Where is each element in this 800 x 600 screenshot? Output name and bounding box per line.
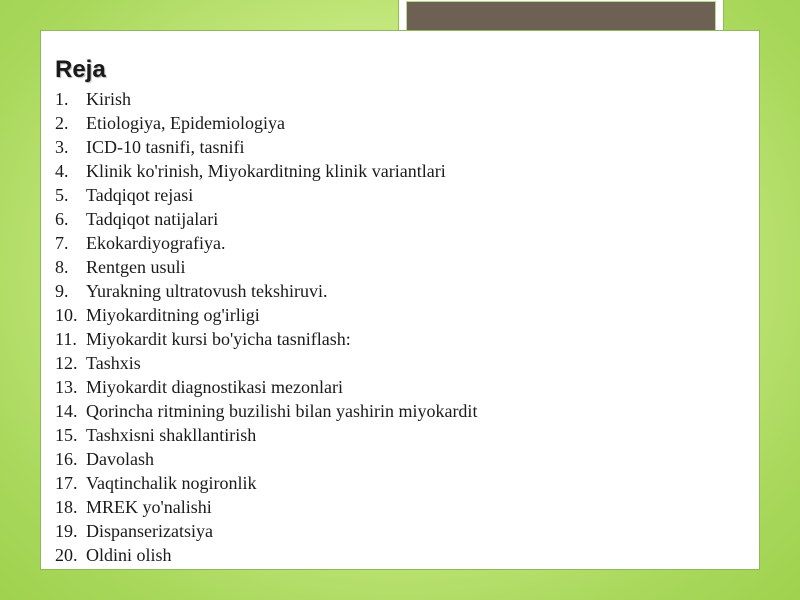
agenda-item — [55, 447, 477, 471]
agenda-item — [55, 111, 477, 135]
agenda-item-text: Dispanserizatsiya — [86, 521, 213, 541]
agenda-item-text: Miyokarditning og'irligi — [86, 305, 260, 325]
agenda-item-number: 10. — [55, 305, 78, 325]
agenda-item-text: Tadqiqot rejasi — [86, 185, 194, 205]
agenda-item — [55, 207, 477, 231]
agenda-item-number: 5. — [55, 185, 69, 205]
agenda-item-number: 12. — [55, 353, 78, 373]
agenda-item-number: 2. — [55, 113, 69, 133]
slide-content-box — [40, 30, 760, 570]
agenda-item — [55, 135, 477, 159]
agenda-item — [55, 351, 477, 375]
agenda-item-text: Etiologiya, Epidemiologiya — [86, 113, 285, 133]
agenda-item — [55, 231, 477, 255]
agenda-item-text: Klinik ko'rinish, Miyokarditning klinik variantlari — [86, 161, 446, 181]
agenda-item — [55, 399, 477, 423]
agenda-item-text: Tadqiqot natijalari — [86, 209, 219, 229]
agenda-item-text: Yurakning ultratovush tekshiruvi. — [86, 281, 328, 301]
agenda-item-number: 7. — [55, 233, 69, 253]
agenda-item-number: 17. — [55, 473, 78, 493]
agenda-item-text: Davolash — [86, 449, 154, 469]
agenda-item-text: Tashxis — [86, 353, 141, 373]
agenda-item-text: MREK yo'nalishi — [86, 497, 212, 517]
agenda-item-number: 3. — [55, 137, 69, 157]
agenda-item-number: 4. — [55, 161, 69, 181]
agenda-item-number: 16. — [55, 449, 78, 469]
agenda-item — [55, 327, 477, 351]
agenda-item-text: Ekokardiyografiya. — [86, 233, 226, 253]
agenda-item-text: Tashxisni shakllantirish — [86, 425, 257, 445]
agenda-item — [55, 423, 477, 447]
slide-title: Reja — [55, 56, 106, 83]
agenda-item-text: Rentgen usuli — [86, 257, 186, 277]
agenda-item-number: 14. — [55, 401, 78, 421]
agenda-item-number: 1. — [55, 89, 69, 109]
agenda-item — [55, 87, 477, 111]
agenda-item-text: Qorincha ritmining buzilishi bilan yashirin miyokardit — [86, 401, 478, 421]
agenda-item-number: 18. — [55, 497, 78, 517]
agenda-item-number: 8. — [55, 257, 69, 277]
agenda-item-text: ICD-10 tasnifi, tasnifi — [86, 137, 245, 157]
agenda-item — [55, 183, 477, 207]
agenda-item — [55, 255, 477, 279]
agenda-item — [55, 159, 477, 183]
agenda-item — [55, 543, 477, 567]
agenda-list — [55, 87, 477, 567]
agenda-item-text: Oldini olish — [86, 545, 172, 565]
agenda-item-number: 9. — [55, 281, 69, 301]
agenda-item-number: 19. — [55, 521, 78, 541]
agenda-item — [55, 471, 477, 495]
agenda-item — [55, 303, 477, 327]
agenda-item-number: 6. — [55, 209, 69, 229]
agenda-item-text: Kirish — [86, 89, 131, 109]
agenda-item-number: 20. — [55, 545, 78, 565]
agenda-item — [55, 495, 477, 519]
agenda-item-number: 11. — [55, 329, 77, 349]
agenda-item-number: 15. — [55, 425, 78, 445]
agenda-item — [55, 279, 477, 303]
agenda-item — [55, 375, 477, 399]
agenda-item-text: Vaqtinchalik nogironlik — [86, 473, 257, 493]
agenda-item-number: 13. — [55, 377, 78, 397]
agenda-item-text: Miyokardit kursi bo'yicha tasniflash: — [86, 329, 351, 349]
agenda-item-text: Miyokardit diagnostikasi mezonlari — [86, 377, 343, 397]
agenda-item — [55, 519, 477, 543]
